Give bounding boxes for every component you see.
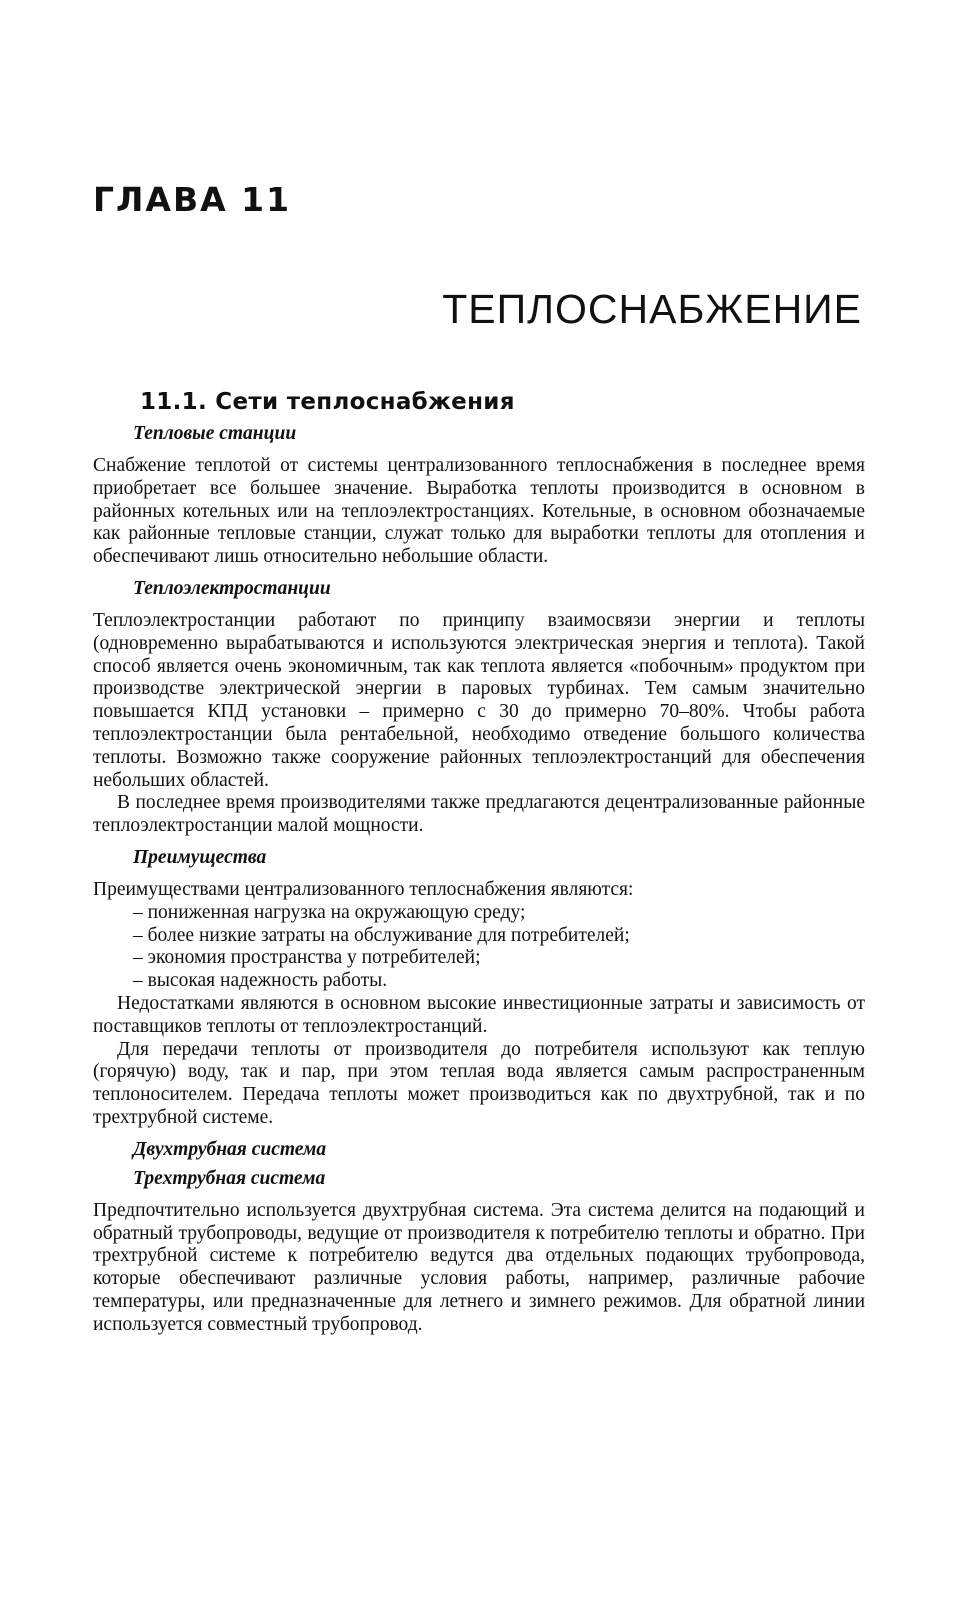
subheading-three-pipe-system: Трехтрубная система xyxy=(133,1167,326,1189)
paragraph: Снабжение теплотой от системы централизованного теплоснабжения в последнее время приобретает все большее значение. Выработка теплоты производится в основном в районных котельных или на теплоэлектростанциях. Котельные, в основном обозначаемые как районные тепловые станции, служат только для выработки теплоты для отопления и обеспечивают лишь относительно небольшие области. xyxy=(93,455,865,568)
page-body xyxy=(93,386,865,1337)
advantages-list xyxy=(93,902,865,993)
list-item: – высокая надежность работы. xyxy=(133,970,865,993)
subheading-advantages: Преимущества xyxy=(133,846,267,868)
list-item: – пониженная нагрузка на окружающую среду; xyxy=(133,902,865,925)
chapter-title: ТЕПЛОСНАБЖЕНИЕ xyxy=(442,286,862,332)
paragraph: Недостатками являются в основном высокие инвестиционные затраты и зависимость от поставщиков теплоты от теплоэлектростанций. xyxy=(93,992,865,1037)
paragraph: Преимуществами централизованного теплоснабжения являются: xyxy=(93,878,634,900)
subheading-chp-plants: Теплоэлектростанции xyxy=(133,577,331,599)
paragraph: Теплоэлектростанции работают по принципу взаимосвязи энергии и теплоты (одновременно вырабатываются и используются электрическая энергия и теплота). Такой способ является очень экономичным, так как теплота является «побочным» продуктом при производстве электрической энергии в паровых турбинах. Тем самым значительно повышается КПД установки – примерно с 30 до примерно 70–80%. Чтобы работа теплоэлектростанции была рентабельной, необходимо отведение большого количества теплоты. Возможно также сооружение районных теплоэлектростанций для обеспечения небольших областей. xyxy=(93,609,865,791)
section-heading: 11.1. Сети теплоснабжения xyxy=(140,389,515,415)
list-item: – более низкие затраты на обслуживание для потребителей; xyxy=(133,925,865,948)
paragraph: В последнее время производителями также предлагаются децентрализованные районные теплоэлектростанции малой мощности. xyxy=(93,792,865,837)
list-item: – экономия пространства у потребителей; xyxy=(133,947,865,970)
chapter-number: ГЛАВА 11 xyxy=(93,180,292,219)
subheading-heat-stations: Тепловые станции xyxy=(133,423,297,444)
paragraph: Для передачи теплоты от производителя до потребителя используют как теплую (горячую) воду, так и пар, при этом теплая вода является самым распространенным теплоносителем. Передача теплоты может производиться как по двухтрубной, так и по трехтрубной системе. xyxy=(93,1038,865,1128)
subheading-two-pipe-system: Двухтрубная система xyxy=(133,1138,327,1160)
paragraph: Предпочтительно используется двухтрубная система. Эта система делится на подающий и обратный трубопроводы, ведущие от производителя к потребителю теплоты и обратно. При трехтрубной системе к потребителю ведутся два отдельных подающих трубопровода, которые обеспечивают различные условия работы, например, различные рабочие температуры, или предназначенные для летнего и зимнего режимов. Для обратной линии используется совместный трубопровод. xyxy=(93,1199,865,1335)
